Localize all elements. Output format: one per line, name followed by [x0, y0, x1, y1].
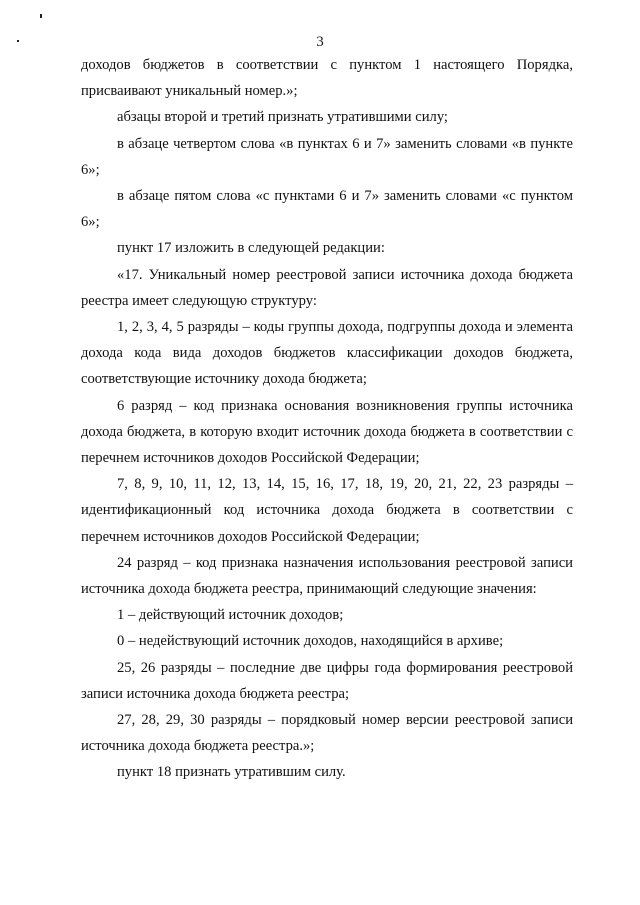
paragraph: в абзаце пятом слова «с пунктами 6 и 7» заменить словами «с пунктом 6»; — [81, 188, 573, 231]
paragraph: «17. Уникальный номер реестровой записи источника дохода бюджета реестра имеет следующую структуру: — [81, 266, 573, 309]
paragraph: пункт 17 изложить в следующей редакции: — [117, 240, 385, 257]
paragraph: абзацы второй и третий признать утратившими силу; — [117, 109, 448, 126]
paragraph: 27, 28, 29, 30 разряды – порядковый номер версии реестровой записи источника дохода бюджета реестра.»; — [81, 712, 573, 755]
paragraph: в абзаце четвертом слова «в пунктах 6 и 7» заменить словами «в пункте 6»; — [81, 135, 573, 178]
paragraph: 25, 26 разряды – последние две цифры года формирования реестровой записи источника дохода бюджета реестра; — [81, 659, 573, 702]
paragraph: 6 разряд – код признака основания возникновения группы источника дохода бюджета, в которую входит источник дохода бюджета в соответствии с перечнем источников доходов Российской Федерации; — [81, 397, 573, 467]
paragraph: пункт 18 признать утратившим силу. — [117, 764, 346, 781]
paragraph: 1, 2, 3, 4, 5 разряды – коды группы дохода, подгруппы дохода и элемента дохода кода вида доходов бюджетов классификации доходов бюджета, соответствующие источнику дохода бюджета; — [81, 319, 573, 388]
scan-mark-top — [40, 14, 42, 18]
paragraph: 24 разряд – код признака назначения использования реестровой записи источника дохода бюджета реестра, принимающий следующие значения: — [81, 554, 573, 598]
paragraph: 1 – действующий источник доходов; — [117, 607, 344, 624]
paragraph: доходов бюджетов в соответствии с пунктом 1 настоящего Порядка, присваивают уникальный номер.»; — [81, 57, 573, 100]
paragraph: 7, 8, 9, 10, 11, 12, 13, 14, 15, 16, 17, 18, 19, 20, 21, 22, 23 разряды – идентификационный код источника дохода бюджета в соответствии с перечнем источников доходов Российской Федерации; — [81, 476, 573, 545]
document-body — [81, 52, 573, 786]
page-number: 3 — [316, 34, 324, 50]
paragraph: 0 – недействующий источник доходов, находящийся в архиве; — [117, 633, 504, 650]
